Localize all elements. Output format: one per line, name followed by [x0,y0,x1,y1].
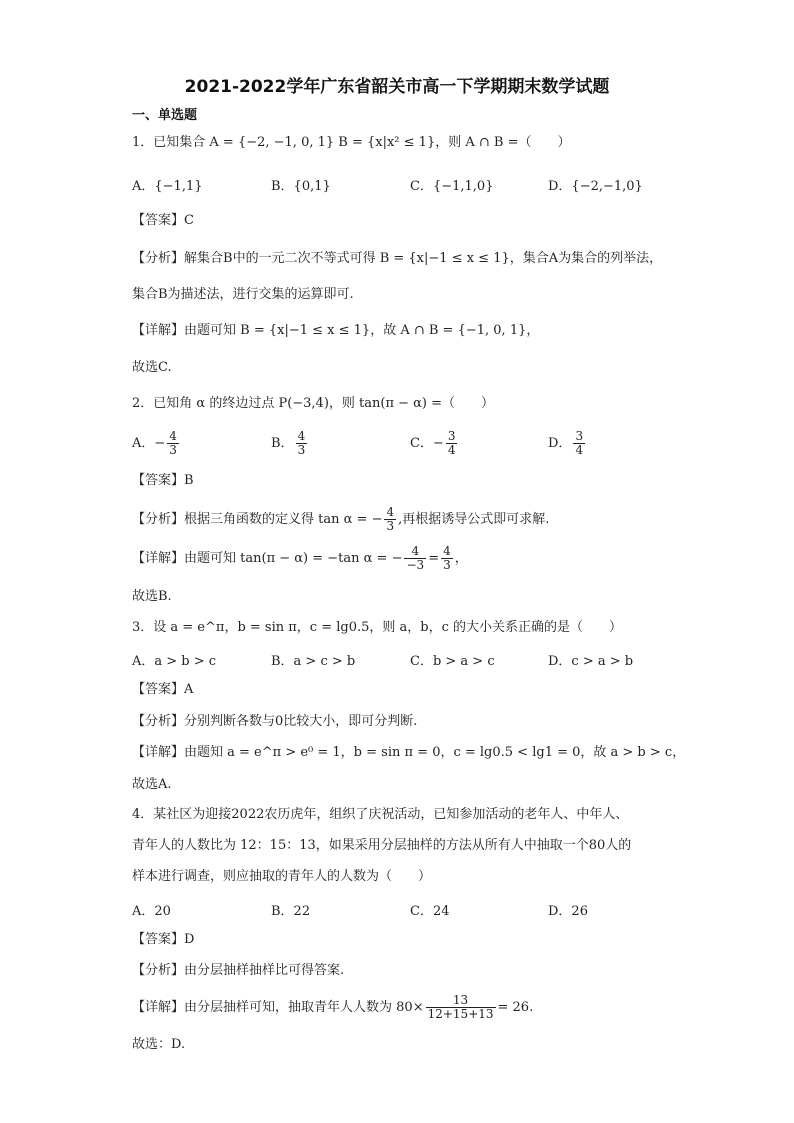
fraction-numerator: 4 [169,429,177,443]
q2-detail-fraction-2 [441,545,453,572]
q2-detail-text-tail: ， [454,551,468,566]
q1-conclusion: 故选C. [132,360,172,375]
q2-option-c-prefix: C．− [410,436,444,451]
q4-option-b: B．22 [271,904,311,919]
q4-stem-line-1: 4．某社区为迎接2022农历虎年，组织了庆祝活动，已知参加活动的老年人、中年人、 [132,807,629,822]
fraction-denominator: 3 [169,443,177,457]
analysis-label: 【分析】 [132,714,185,729]
q4-detail-text-tail: = 26. [497,1000,534,1015]
q4-answer-value: D [184,932,195,947]
q4-option-d: D．26 [548,904,588,919]
q2-option-d-prefix: D． [548,436,572,451]
analysis-label: 【分析】 [132,251,185,266]
q3-detail [132,744,685,762]
analysis-label: 【分析】 [132,963,185,978]
q2-option-b-fraction [296,430,308,457]
detail-label: 【详解】 [132,323,185,338]
answer-label: 【答案】 [132,473,185,488]
q1-detail [132,322,539,340]
q2-analysis-text: 根据三角函数的定义得 tan α = − [184,512,383,527]
q2-stem: 2．已知角 α 的终边过点 P(−3,4)，则 tan(π − α) =（ ） [132,396,495,411]
q2-conclusion: 故选B. [132,589,172,604]
q2-option-a-prefix: A．− [132,436,166,451]
fraction-denominator: 3 [297,443,306,457]
q4-option-c: C．24 [410,904,450,919]
q3-analysis-text: 分别判断各数与0比较大小，即可分判断. [184,714,418,729]
answer-label: 【答案】 [132,682,185,697]
q3-option-b: B．a > c > b [271,654,356,669]
q1-detail-text: 由题可知 B = {x|−1 ≤ x ≤ 1}，故 A ∩ B = {−1, 0, 1}， [184,323,540,338]
q2-detail-equals: = [428,551,440,566]
q3-option-a: A．a > b > c [132,654,217,669]
q4-detail-fraction [426,994,496,1021]
q2-detail-text: 由题可知 tan(π − α) = −tan α = − [184,551,403,566]
detail-label: 【详解】 [132,745,185,760]
q2-option-a [132,430,181,457]
answer-label: 【答案】 [132,213,185,228]
q3-stem: 3．设 a = e^π，b = sin π，c = lg0.5，则 a，b，c 的大小关系正确的是（ ） [132,620,623,635]
q3-option-d: D．c > a > b [548,654,634,669]
fraction-numerator: 13 [426,994,496,1008]
q2-option-d [548,430,587,457]
q4-analysis-text: 由分层抽样抽样比可得答案. [184,963,345,978]
q2-analysis-text-tail: ,再根据诱导公式即可求解. [398,512,550,527]
q4-stem-line-3: 样本进行调查，则应抽取的青年人的人数为（ ） [132,869,432,884]
fraction-numerator: 4 [297,429,306,443]
fraction-denominator: −3 [406,558,425,572]
q3-conclusion: 故选A. [132,777,172,792]
q2-detail-fraction-1 [404,545,426,572]
q2-option-b [271,430,309,457]
q1-option-d: D．{−2,−1,0} [548,179,643,194]
q2-option-b-prefix: B． [271,436,294,451]
q3-analysis [132,713,417,731]
q4-analysis [132,962,344,980]
q3-option-c: C．b > a > c [410,654,495,669]
q1-option-b: B．{0,1} [271,179,331,194]
detail-label: 【详解】 [132,1000,185,1015]
analysis-label: 【分析】 [132,512,185,527]
q2-analysis-fraction [384,506,396,533]
q2-option-c-fraction [446,430,458,457]
q4-conclusion: 故选：D. [132,1037,186,1052]
q2-detail [132,545,468,572]
fraction-denominator: 4 [447,443,456,457]
q3-answer-value: A [184,682,194,697]
answer-label: 【答案】 [132,932,185,947]
q1-option-c: C．{−1,1,0} [410,179,494,194]
q4-stem-line-2: 青年人的人数比为 12：15：13，如果采用分层抽样的方法从所有人中抽取一个80人的 [132,838,632,853]
q2-answer [132,472,194,490]
section-heading: 一、单选题 [132,108,198,123]
q1-answer-value: C [184,213,194,228]
q2-answer-value: B [184,473,194,488]
q1-stem: 1．已知集合 A = {−2, −1, 0, 1} B = {x|x² ≤ 1}，则 A ∩ B =（ ） [132,135,571,150]
q4-detail [132,994,533,1021]
fraction-numerator: 3 [575,429,584,443]
q2-option-c [410,430,459,457]
q1-analysis [132,250,662,268]
fraction-denominator: 4 [575,443,584,457]
q2-option-a-fraction [167,430,179,457]
fraction-numerator: 4 [443,544,451,558]
fraction-numerator: 3 [447,429,456,443]
fraction-numerator: 4 [386,505,395,519]
page-title: 2021-2022学年广东省韶关市高一下学期期末数学试题 [184,77,610,97]
q1-analysis-text: 解集合B中的一元二次不等式可得 B = {x|−1 ≤ x ≤ 1}，集合A为集合的列举法， [184,251,663,266]
q2-option-d-fraction [573,430,585,457]
q3-detail-text: 由题知 a = e^π > e⁰ = 1，b = sin π = 0，c = lg0.5 < lg1 = 0，故 a > b > c， [184,745,686,760]
fraction-denominator: 3 [386,519,395,533]
fraction-numerator: 4 [404,545,426,559]
q3-answer [132,681,193,699]
q4-detail-text: 由分层抽样可知，抽取青年人人数为 80× [184,1000,424,1015]
fraction-denominator: 3 [443,558,451,572]
detail-label: 【详解】 [132,551,185,566]
q4-option-a: A．20 [132,904,171,919]
q1-option-a: A．{−1,1} [132,179,203,194]
q2-analysis [132,506,549,533]
q1-answer [132,212,194,230]
q4-answer [132,931,194,949]
q1-analysis-cont: 集合B为描述法，进行交集的运算即可. [132,287,354,302]
fraction-denominator: 12+15+13 [427,1007,494,1021]
